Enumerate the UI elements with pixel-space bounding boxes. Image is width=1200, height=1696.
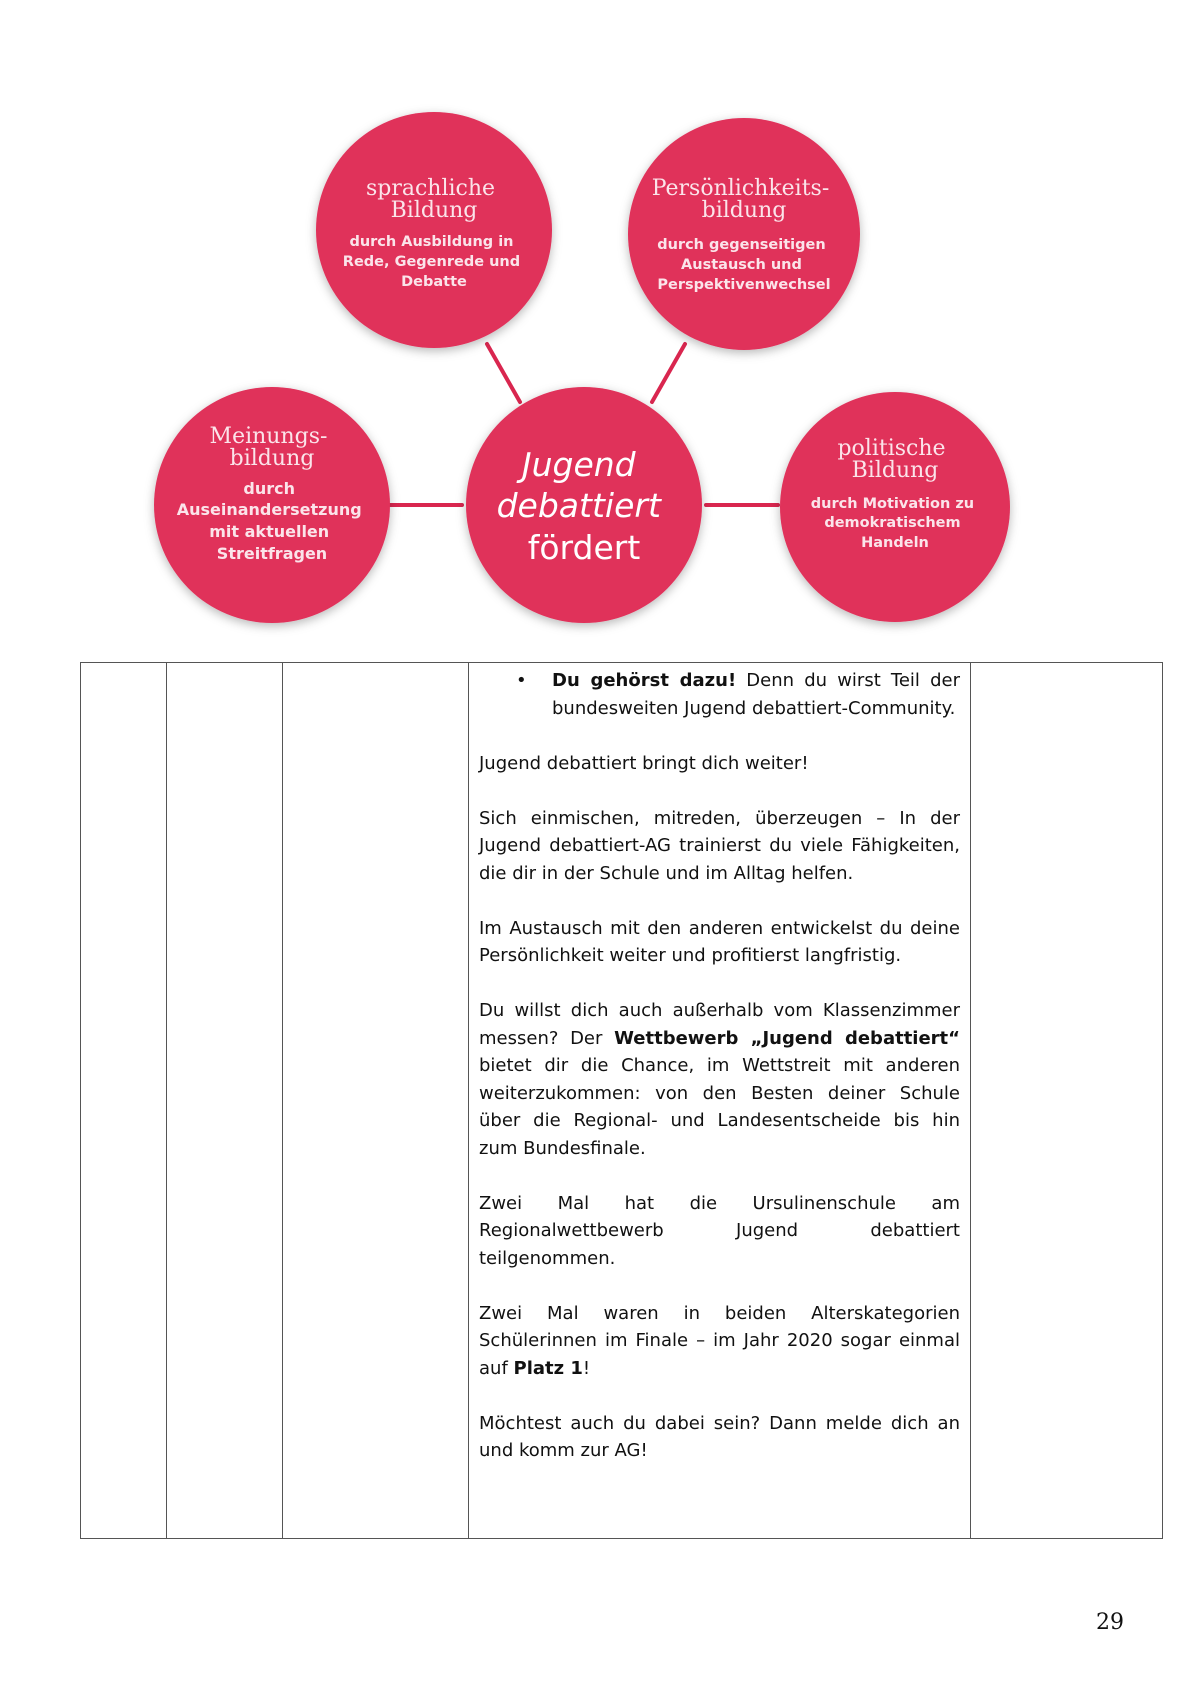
circle-title-line: Bildung [851,458,939,483]
circle-title-line: Meinungs- [209,424,328,449]
circle-meinungsbildung [154,387,390,623]
paragraph: Im Austausch mit den anderen entwickelst du deine Persönlichkeit weiter und profitierst langfristig. [479,917,960,966]
circle-center-jugend-debattiert [466,387,702,623]
content-table [80,662,1163,1539]
circle-politische-bildung [780,392,1010,622]
center-line: fördert [527,528,641,567]
paragraph [479,1300,960,1383]
text-cell [469,663,971,1539]
circle-title-line: Persönlichkeits- [651,176,830,201]
circle-sub-line: Handeln [861,535,929,551]
circle-sub-line: demokratischem [824,515,961,531]
paragraph-text: bietet dir die Chance, im Wettstreit mit anderen weiterzukommen: von den Besten deiner Schule über die Regional- und Landesentscheide bis hin zum Bundesfinale. [479,1055,960,1159]
paragraph-text: Du willst dich auch außerhalb vom Klassenzimmer messen? Der [479,1000,960,1049]
bullet-bold-text: Du gehörst dazu! [552,670,737,691]
page-number: 29 [1096,1610,1124,1635]
circle-sub-line: durch [243,479,296,498]
bullet-icon: • [516,670,527,691]
bullet-text: Denn du wirst Teil der bundesweiten Jugend debattiert-Community. [552,670,960,719]
empty-cell [81,663,167,1539]
list-item [516,667,960,722]
paragraph: Jugend debattiert bringt dich weiter! [479,752,809,774]
empty-cell [971,663,1163,1539]
circle-sub-line: Rede, Gegenrede und [342,254,521,270]
circle-sub-line: durch gegenseitigen [657,237,826,253]
paragraph: Zwei Mal hat die Ursulinenschule am Regionalwettbewerb Jugend debattiert teilgenommen. [479,1192,960,1269]
jugend-debattiert-diagram [0,0,1200,650]
circle-title-line: sprachliche [365,176,496,201]
circle-sprachliche-bildung [316,112,552,348]
circle-title-line: bildung [701,198,787,223]
circle-persoenlichkeitsbildung [628,118,860,350]
circle-title-line: Bildung [390,198,478,223]
circle-sub-line: mit aktuellen [209,522,330,541]
paragraph-bold-text: Wettbewerb „Jugend debattiert“ [614,1027,960,1049]
paragraph: Sich einmischen, mitreden, überzeugen – In der Jugend debattiert-AG trainierst du viele Fähigkeiten, die dir in der Schule und im Alltag helfen. [479,807,960,884]
circle-sub-line: Auseinandersetzung [176,500,362,519]
svg-text:durch gegenseitigen Aust [657,237,831,293]
paragraph-text: ! [582,1357,591,1379]
circle-sub-line: durch Ausbildung in [349,234,514,250]
table-row [81,663,1163,1539]
circle-sub-line: durch Motivation zu [810,496,975,512]
circle-title-line: bildung [229,446,315,471]
connector-line [652,344,685,402]
paragraph-bold-text: Platz 1 [513,1357,583,1379]
center-line: debattiert [496,486,661,525]
circle-title-line: politische [837,436,946,461]
bullet-list [479,667,960,722]
circle-sub-line: Austausch und [681,257,802,273]
circle-sub-line: Debatte [401,274,467,290]
paragraph [479,997,960,1162]
center-line: Jugend [521,445,636,484]
paragraph: Möchtest auch du dabei sein? Dann melde dich an und komm zur AG! [479,1412,960,1461]
svg-text:politische Bildung [837,436,952,483]
text-content [469,663,970,1465]
connector-line [487,344,520,402]
circle-sub-line: Perspektivenwechsel [657,277,831,293]
empty-cell [283,663,469,1539]
circle-sub-line: Streitfragen [216,544,328,563]
paragraph-text: Zwei Mal waren in beiden Alterskategorien Schülerinnen im Finale – im Jahr 2020 sogar einmal auf [479,1302,960,1379]
empty-cell [167,663,283,1539]
